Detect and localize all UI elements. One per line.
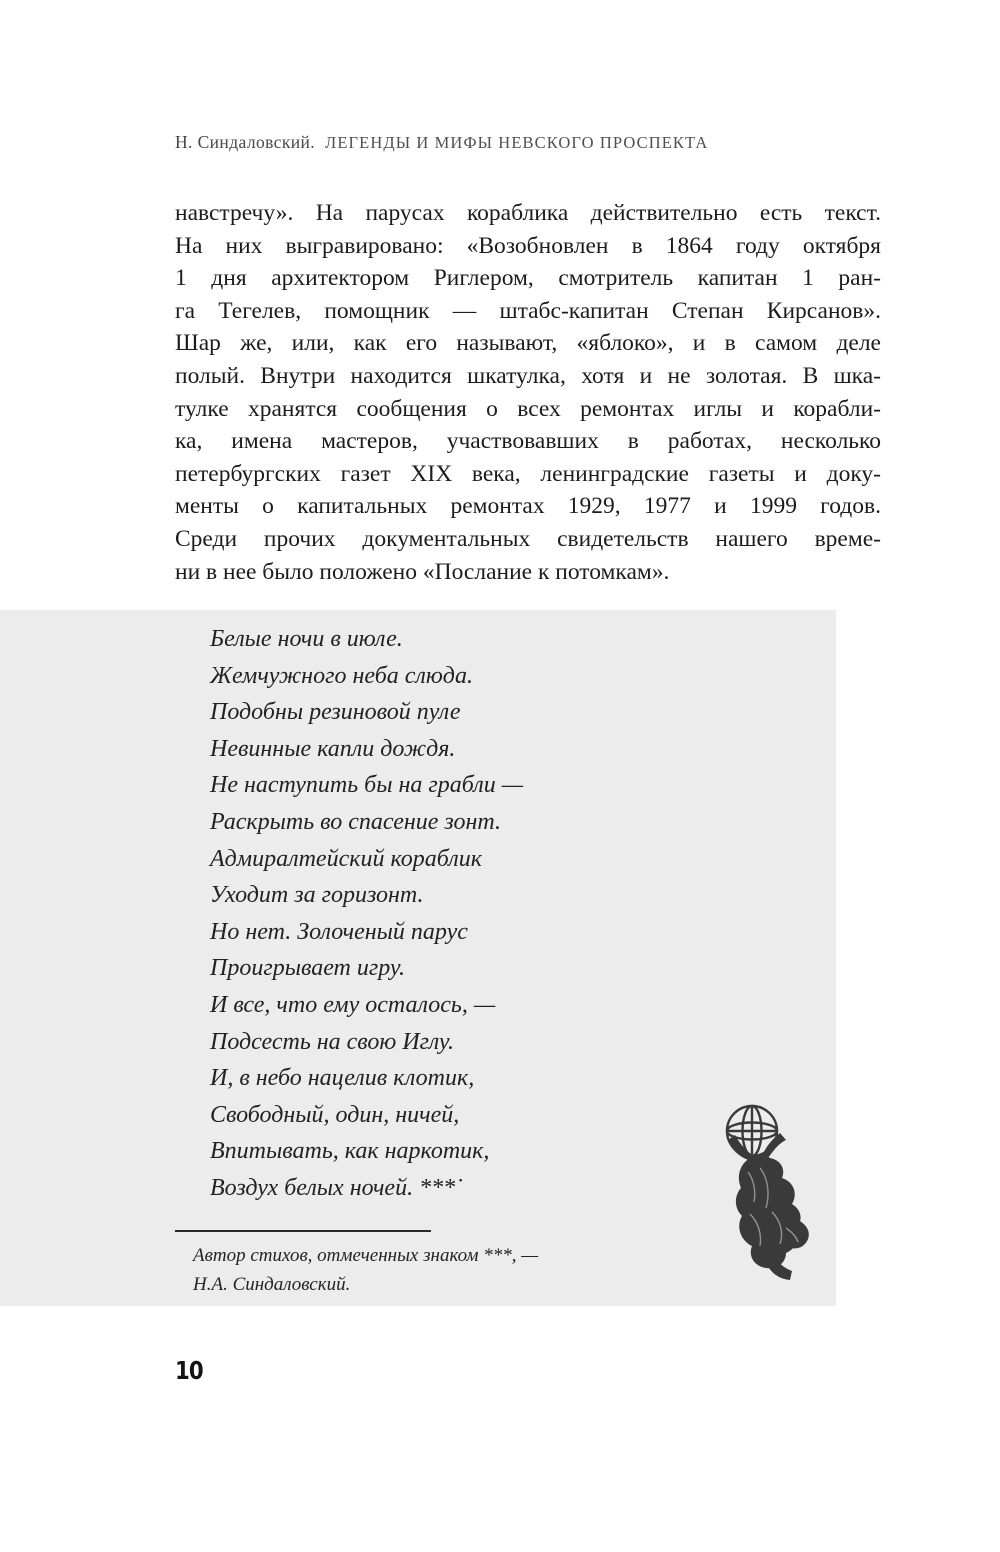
poem-line: Воздух белых ночей. ***˙ (210, 1174, 464, 1201)
poem-line: Но нет. Золоченый парус (210, 918, 468, 945)
putto-armillary-sphere-illustration (712, 1102, 822, 1282)
poem-line: Раскрыть во спасение зонт. (210, 808, 502, 835)
body-paragraph-line: ни в нее было положено «Послание к потомкам». (175, 558, 670, 585)
poem-line: Свободный, один, ничей, (210, 1101, 460, 1128)
putto-armillary-sphere-icon (712, 1102, 822, 1282)
poem-line: Адмиралтейский кораблик (210, 845, 482, 872)
footnote-line: Н.А. Синдаловский. (193, 1273, 351, 1295)
poem-line: Проигрывает игру. (210, 955, 406, 982)
body-paragraph-line: менты о капитальных ремонтах 1929, 1977 и 1999 годов. (175, 493, 881, 520)
poem-line: Впитывать, как наркотик, (210, 1138, 490, 1165)
running-head-author: Н. Синдаловский. (175, 132, 316, 152)
body-paragraph-line: Шар же, или, как его называют, «яблоко», и в самом деле (175, 330, 881, 357)
body-paragraph-line: петербургских газет XIX века, ленинградские газеты и доку- (175, 460, 881, 487)
body-paragraph-line: Среди прочих документальных свидетельств нашего време- (175, 525, 881, 552)
poem-line: Жемчужного неба слюда. (210, 662, 473, 689)
body-paragraph-line: полый. Внутри находится шкатулка, хотя и не золотая. В шка- (175, 362, 881, 389)
poem (210, 621, 730, 1207)
body-paragraph-line: На них выгравировано: «Возобновлен в 1864 году октября (175, 232, 881, 259)
body-paragraph-line: навстречу». На парусах кораблика действительно есть текст. (175, 200, 881, 226)
poem-line: Подобны резиновой пуле (210, 699, 461, 726)
body-paragraph (175, 197, 881, 588)
body-paragraph-line: га Тегелев, помощник — штабс-капитан Степан Кирсанов». (175, 297, 881, 324)
body-paragraph-line: 1 дня архитектором Риглером, смотритель капитан 1 ран- (175, 265, 881, 292)
page-number: 10 (175, 1356, 203, 1385)
running-head (175, 132, 708, 153)
poem-line: И все, что ему осталось, — (210, 991, 496, 1018)
body-paragraph-line: ка, имена мастеров, участвовавших в работах, несколько (175, 428, 881, 455)
body-paragraph-line: тулке хранятся сообщения о всех ремонтах иглы и корабли- (175, 395, 881, 422)
poem-line: Невинные капли дождя. (210, 735, 456, 762)
footnote-rule (175, 1230, 431, 1232)
poem-line: Не наступить бы на грабли — (210, 772, 524, 799)
poem-line: Подсесть на свою Иглу. (210, 1028, 454, 1055)
poem-line: И, в небо нацелив клотик, (210, 1065, 475, 1092)
footnote-line: Автор стихов, отмеченных знаком ***, — (193, 1245, 539, 1266)
footnote (193, 1242, 613, 1299)
running-head-title: ЛЕГЕНДЫ И МИФЫ НЕВСКОГО ПРОСПЕКТА (325, 133, 709, 152)
poem-line: Белые ночи в июле. (210, 626, 403, 652)
poem-line: Уходит за горизонт. (210, 882, 424, 909)
